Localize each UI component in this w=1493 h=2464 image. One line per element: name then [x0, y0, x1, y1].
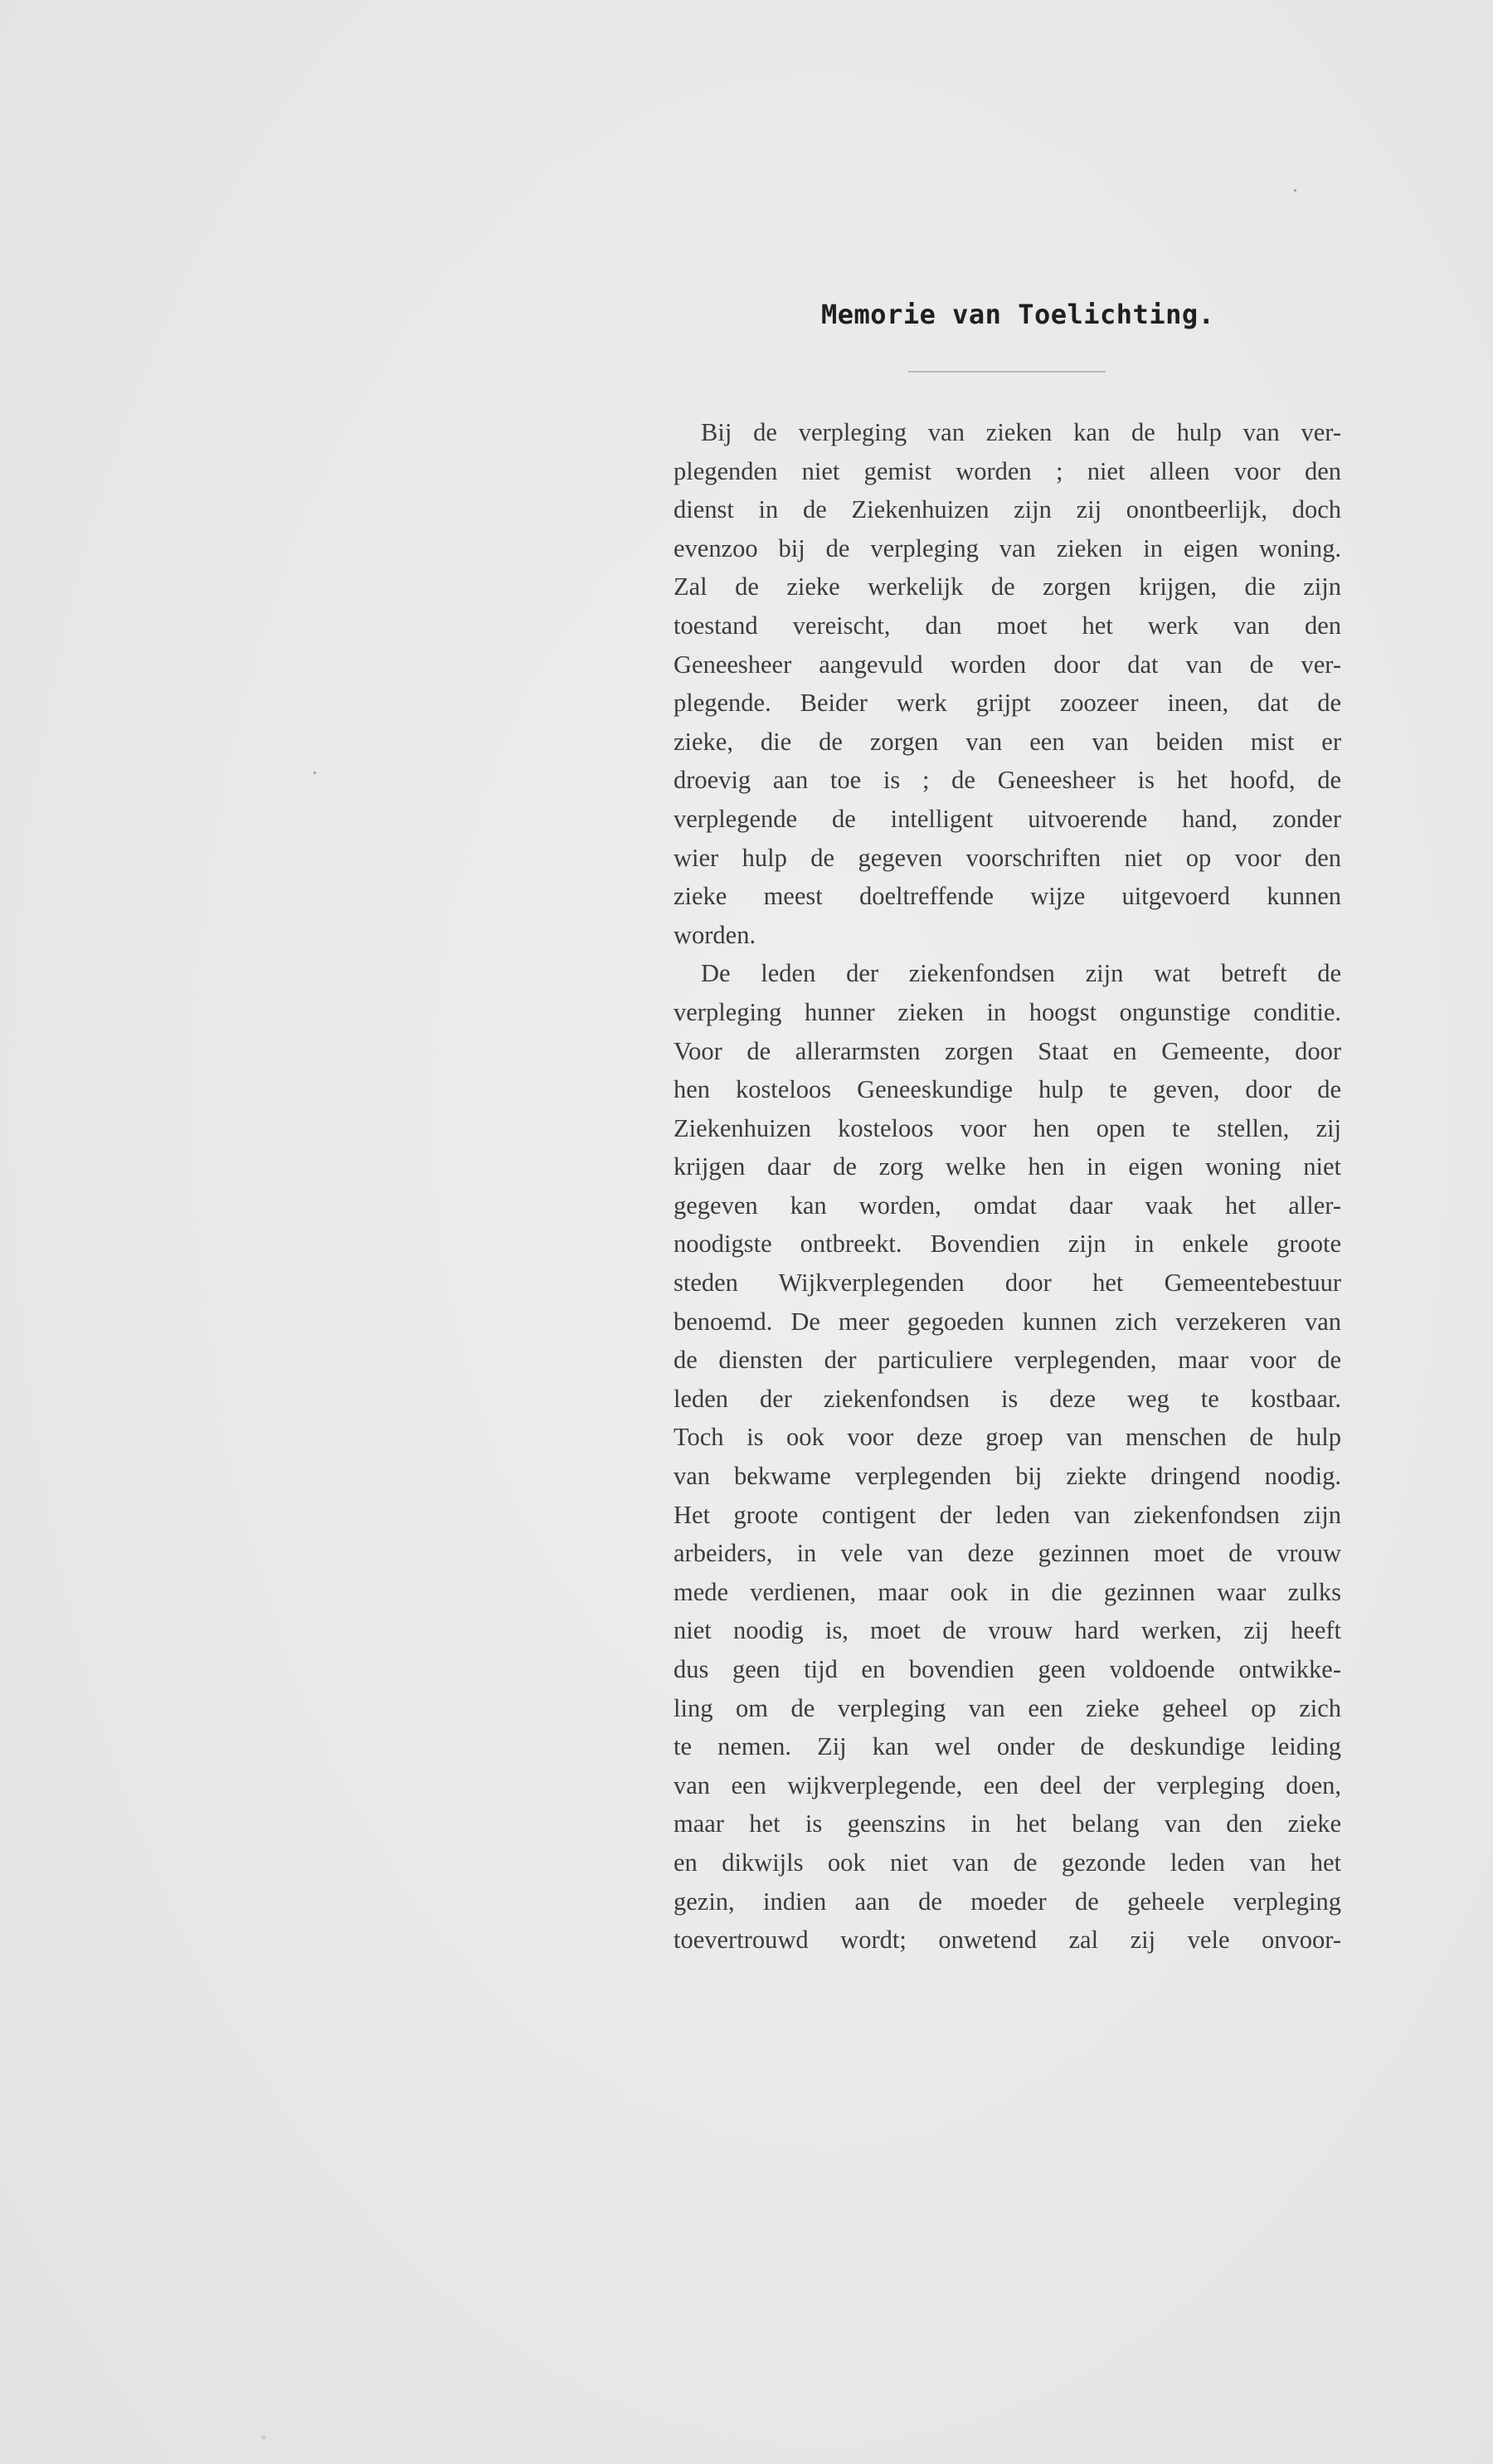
text-line: dienst in de Ziekenhuizen zijn zij onontbeerlijk, doch — [674, 495, 1341, 524]
text-line: worden. — [674, 920, 756, 949]
text-line: Bij de verpleging van zieken kan de hulp van ver- — [701, 418, 1341, 446]
text-line: te nemen. Zij kan wel onder de deskundige leiding — [674, 1732, 1341, 1761]
text-line: leden der ziekenfondsen is deze weg te kostbaar. — [674, 1384, 1341, 1413]
text-line: krijgen daar de zorg welke hen in eigen woning niet — [674, 1152, 1341, 1181]
scan-speck — [314, 772, 316, 774]
text-line: zieke meest doeltreffende wijze uitgevoerd kunnen — [674, 882, 1341, 911]
title-divider — [908, 371, 1106, 373]
text-line: verpleging hunner zieken in hoogst ongunstige conditie. — [674, 997, 1341, 1026]
text-line: gezin, indien aan de moeder de geheele verpleging — [674, 1887, 1341, 1916]
text-line: plegende. Beider werk grijpt zoozeer ineen, dat de — [674, 689, 1341, 718]
text-line: gegeven kan worden, omdat daar vaak het aller- — [674, 1191, 1341, 1220]
text-line: hen kosteloos Geneeskundige hulp te geven, door de — [674, 1075, 1341, 1104]
text-line: Voor de allerarmsten zorgen Staat en Gemeente, door — [674, 1036, 1341, 1065]
text-line: De leden der ziekenfondsen zijn wat betreft de — [701, 959, 1341, 988]
text-line: Het groote contigent der leden van ziekenfondsen zijn — [674, 1500, 1341, 1529]
body-text — [674, 413, 1341, 1960]
text-line: toevertrouwd wordt; onwetend zal zij vele onvoor- — [674, 1926, 1341, 1955]
text-line: verplegende de intelligent uitvoerende hand, zonder — [674, 804, 1341, 833]
document-title: Memorie van Toelichting. — [821, 299, 1215, 330]
text-line: plegenden niet gemist worden ; niet alleen voor den — [674, 456, 1341, 485]
text-line: evenzoo bij de verpleging van zieken in eigen woning. — [674, 533, 1341, 562]
text-line: wier hulp de gegeven voorschriften niet op voor den — [674, 843, 1341, 872]
text-line: Zal de zieke werkelijk de zorgen krijgen, die zijn — [674, 572, 1341, 601]
text-line: ling om de verpleging van een zieke geheel op zich — [674, 1693, 1341, 1722]
text-line: benoemd. De meer gegoeden kunnen zich verzekeren van — [674, 1307, 1341, 1336]
text-line: de diensten der particuliere verplegenden, maar voor de — [674, 1346, 1341, 1375]
text-line: zieke, die de zorgen van een van beiden mist er — [674, 727, 1341, 756]
text-line: dus geen tijd en bovendien geen voldoende ontwikke- — [674, 1655, 1341, 1683]
text-line: van bekwame verplegenden bij ziekte dringend noodig. — [674, 1462, 1341, 1491]
text-line: steden Wijkverplegenden door het Gemeentebestuur — [674, 1269, 1341, 1298]
text-line: noodigste ontbreekt. Bovendien zijn in enkele groote — [674, 1230, 1341, 1259]
text-line: Geneesheer aangevuld worden door dat van de ver- — [674, 650, 1341, 679]
scan-speck — [1294, 189, 1296, 192]
text-line: van een wijkverplegende, een deel der verpleging doen, — [674, 1770, 1341, 1799]
scan-speck — [261, 2435, 266, 2440]
text-line: toestand vereischt, dan moet het werk van den — [674, 611, 1341, 640]
text-line: Ziekenhuizen kostelоos voor hen open te stellen, zij — [674, 1113, 1341, 1142]
text-line: niet noodig is, moet de vrouw hard werken, zij heeft — [674, 1616, 1341, 1645]
text-line: maar het is geenszins in het belang van den zieke — [674, 1809, 1341, 1838]
text-line: arbeiders, in vele van deze gezinnen moet de vrouw — [674, 1539, 1341, 1568]
text-line: droevig aan toe is ; de Geneesheer is het hoofd, de — [674, 766, 1341, 795]
text-line: mede verdienen, maar ook in die gezinnen waar zulks — [674, 1577, 1341, 1606]
text-line: Toch is ook voor deze groep van menschen de hulp — [674, 1423, 1341, 1452]
text-line: en dikwijls ook niet van de gezonde leden van het — [674, 1848, 1341, 1877]
